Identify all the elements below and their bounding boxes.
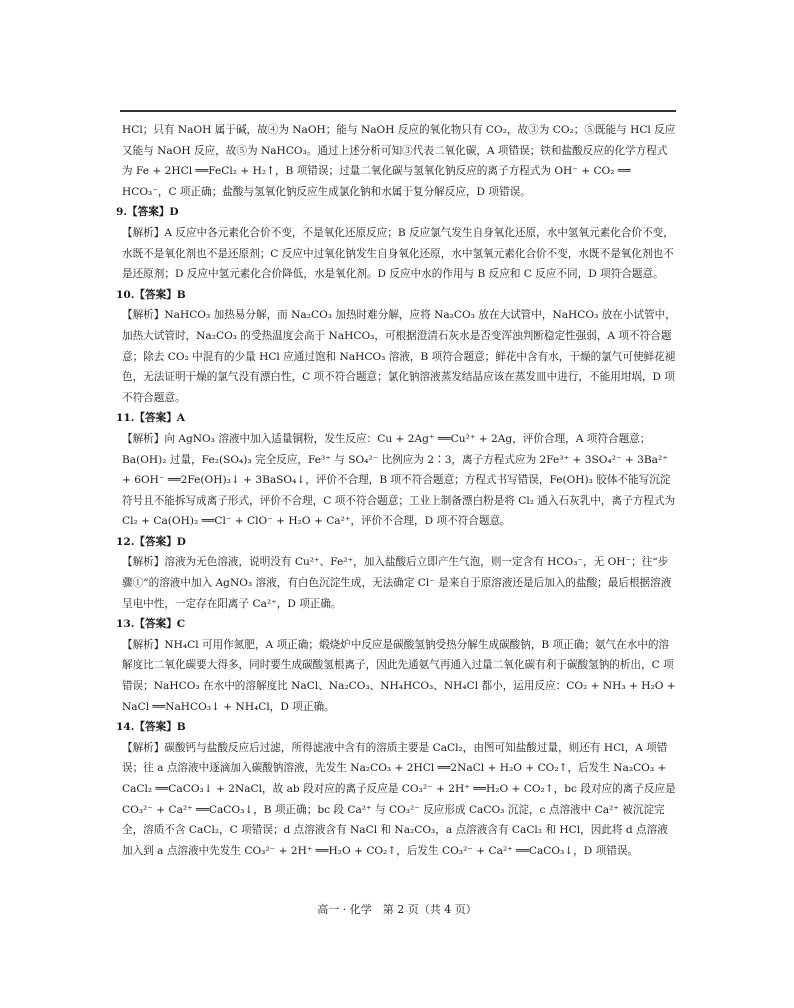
header-rule bbox=[120, 110, 676, 112]
analysis-paragraph: 【解析】碳酸钙与盐酸反应后过滤，所得滤液中含有的溶质主要是 CaCl₂，由图可知盐酸过量，则还有 HCl，A 项错误；往 a 点溶液中逐滴加入碳酸钠溶液，先发生 Na₂CO₃ + 2HCl ══2NaCl + H₂O + CO₂↑，后发生 Na₂CO₃ + CaCl₂ ══CaCO₃↓ + 2NaCl，故 ab 段对应的离子反应是 CO₃²⁻ + 2H⁺ ══H₂O + CO₂↑，bc 段对应的离子反应是 CO₃²⁻ + Ca²⁺ ══CaCO₃↓，B 项正确；bc 段 Ca²⁺ 与 CO₃²⁻ 反应形成 CaCO₃ 沉淀，c 点溶液中 Ca²⁺ 被沉淀完全，溶质不含 CaCl₂，C 项错误；d 点溶液含有 NaCl 和 Na₂CO₃，a 点溶液含有 CaCl₂ 和 HCl，因此将 d 点溶液加入到 a 点溶液中先发生 CO₃²⁻ + 2H⁺ ══H₂O + CO₂↑，后发生 CO₃²⁻ + Ca²⁺ ══CaCO₃↓，D 项错误。 bbox=[122, 741, 676, 857]
analysis-paragraph: 【解析】A 反应中各元素化合价不变，不是氧化还原反应；B 反应氯气发生自身氧化还原，水中氢氧元素化合价不变，水既不是氧化剂也不是还原剂；C 反应中过氧化钠发生自身氧化还原，水中氢氧元素化合价不变，水既不是氧化剂也不是还原剂；D 反应中氢元素化合价降低，水是氧化剂。D 反应中水的作用与 B 反应和 C 反应不同，D 项符合题意。 bbox=[122, 226, 674, 281]
question-block-13 bbox=[116, 614, 678, 717]
analysis-paragraph: 【解析】溶液为无色溶液，说明没有 Cu²⁺、Fe²⁺，加入盐酸后立即产生气泡，则一定含有 HCO₃⁻，无 OH⁻；往“步骤①”的溶液中加入 AgNO₃ 溶液，有白色沉淀生成，无法确定 Cl⁻ 是来自于原溶液还是后加入的盐酸；最后根据溶液呈电中性，一定存在阳离子 Ca²⁺，D 项正确。 bbox=[122, 556, 672, 610]
question-block-12 bbox=[116, 532, 678, 614]
analysis-paragraph: 【解析】NaHCO₃ 加热易分解，而 Na₂CO₃ 加热时难分解，应将 Na₂CO₃ 放在大试管中，NaHCO₃ 放在小试管中，加热大试管时，Na₂CO₃ 的受热温度会高于 NaHCO₃，可根据澄清石灰水是否变浑浊判断稳定性强弱，A 项不符合题意；除去 CO₂ 中混有的少量 HCl 应通过饱和 NaHCO₃ 溶液，B 项符合题意；鲜花中含有水，干燥的氯气可使鲜花褪色，无法证明干燥的氯气没有漂白性，C 项不符合题意；氯化钠溶液蒸发结晶应该在蒸发皿中进行，不能用坩埚，D 项不符合题意。 bbox=[122, 309, 676, 404]
analysis-paragraph: 【解析】向 AgNO₃ 溶液中加入适量铜粉，发生反应：Cu + 2Ag⁺ ══Cu²⁺ + 2Ag，评价合理，A 项符合题意；Ba(OH)₂ 过量，Fe₂(SO₄)₃ 完全反应，Fe³⁺ 与 SO₄²⁻ 比例应为 2∶3，离子方程式应为 2Fe³⁺ + 3SO₄²⁻ + 3Ba²⁺ + 6OH⁻ ══2Fe(OH)₃↓ + 3BaSO₄↓，评价不合理，B 项不符合题意；方程式书写错误，Fe(OH)₃ 胶体不能写沉淀符号且不能拆写成离子形式，评价不合理，C 项不符合题意；工业上制备漂白粉是将 Cl₂ 通入石灰乳中，离子方程式为 Cl₂ + Ca(OH)₂ ══Cl⁻ + ClO⁻ + H₂O + Ca²⁺，评价不合理，D 项不符合题意。 bbox=[122, 432, 676, 528]
question-block-11 bbox=[116, 408, 678, 532]
answer-content bbox=[116, 120, 678, 861]
answer-line: 12.【答案】D bbox=[116, 535, 186, 548]
analysis-paragraph: 【解析】NH₄Cl 可用作氮肥，A 项正确；煅烧炉中反应是碳酸氢钠受热分解生成碳酸钠，B 项正确；氨气在水中的溶解度比二氧化碳要大得多，同时要生成碳酸氢根离子，因此先通氨气再通入过量二氧化碳有利于碳酸氢钠的析出，C 项错误；NaHCO₃ 在水中的溶解度比 NaCl、Na₂CO₃、NH₄HCO₃、NH₄Cl 都小，运用反应：CO₂ + NH₃ + H₂O + NaCl ══NaHCO₃↓ + NH₄Cl，D 项正确。 bbox=[122, 638, 676, 713]
answer-line: 13.【答案】C bbox=[116, 618, 186, 631]
answer-line: 11.【答案】A bbox=[116, 412, 186, 425]
answer-line: 10.【答案】B bbox=[116, 288, 186, 301]
intro-paragraph: HCl；只有 NaOH 属于碱，故④为 NaOH；能与 NaOH 反应的氧化物只有 CO₂，故③为 CO₂；⑤既能与 HCl 反应又能与 NaOH 反应，故⑤为 NaHCO₃。通过上述分析可知③代表二氧化碳，A 项错误；铁和盐酸反应的化学方程式为 Fe + 2HCl ══FeCl₂ + H₂↑，B 项错误；过量二氧化碳与氢氧化钠反应的离子方程式为 OH⁻ + CO₂ ══ HCO₃⁻，C 项正确；盐酸与氢氧化钠反应生成氯化钠和水属于复分解反应，D 项错误。 bbox=[122, 124, 676, 198]
answer-line: 14.【答案】B bbox=[116, 721, 186, 734]
answer-line: 9.【答案】D bbox=[116, 206, 179, 219]
page-footer: 高一 · 化学 第 2 页（共 4 页） bbox=[317, 903, 477, 916]
question-block-14 bbox=[116, 717, 678, 861]
question-block-9 bbox=[116, 202, 678, 284]
question-block-10 bbox=[116, 285, 678, 409]
